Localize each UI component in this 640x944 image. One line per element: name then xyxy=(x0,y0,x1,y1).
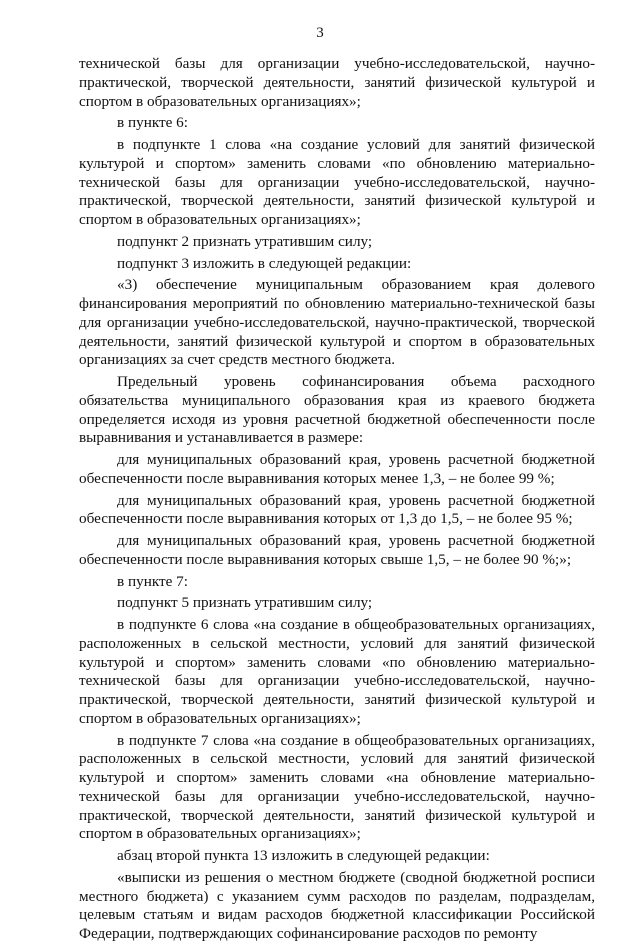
paragraph-subitem-3-intro: подпункт 3 изложить в следующей редакции: xyxy=(117,254,412,272)
paragraph-subitem-1: в подпункте 1 слова «на создание условий для занятий физической культурой и спортом» заменить словами «по обновлению материально-технической базы для организации учебно-исследовательской, научно-практической, творческой деятельности, занятий физической культурой и спортом в образовательных организациях»; xyxy=(79,136,595,228)
paragraph-subitem-7: в подпункте 7 слова «на создание в общеобразовательных организациях, расположенных в сельской местности, условий для занятий физической культурой и спортом» заменить словами «на обновление материально-технической базы для организации учебно-исследовательской, научно-практической, творческой деятельности, занятий физической культурой и спортом в образовательных организациях»; xyxy=(79,731,595,843)
paragraph-item-13-intro: абзац второй пункта 13 изложить в следующей редакции: xyxy=(117,847,490,864)
paragraph-continuation: технической базы для организации учебно-исследовательской, научно-практической, творческой деятельности, занятий физической культурой и спортом в образовательных организациях»; xyxy=(79,55,595,110)
paragraph-level-1-3-to-1-5: для муниципальных образований края, уровень расчетной бюджетной обеспеченности после выравнивания которых от 1,3 до 1,5, – не более 95 %; xyxy=(79,491,595,528)
document-body xyxy=(79,55,595,944)
paragraph-level-under-1-3: для муниципальных образований края, уровень расчетной бюджетной обеспеченности после выравнивания которых менее 1,3, – не более 99 %; xyxy=(79,451,595,487)
paragraph-subitem-2: подпункт 2 признать утратившим силу; xyxy=(117,232,373,250)
paragraph-cofinancing-limit: Предельный уровень софинансирования объема расходного обязательства муниципального образования края из краевого бюджета определяется исходя из уровня расчетной бюджетной обеспеченности после выравнивания и устанавливается в размере: xyxy=(79,373,595,447)
paragraph-item-6: в пункте 6: xyxy=(117,114,188,132)
page-number: 3 xyxy=(316,25,324,41)
paragraph-subitem-3-text: «3) обеспечение муниципальным образованием края долевого финансирования мероприятий по обновлению материально-технической базы для организации учебно-исследовательской, научно-практической, творческой деятельности, занятий физической культурой и спортом в образовательных организациях за счет средств местного бюджета. xyxy=(79,276,595,369)
paragraph-item-13-text: «выписки из решения о местном бюджете (сводной бюджетной росписи местного бюджета) с указанием сумм расходов по разделам, подразделам, целевым статьям и видам расходов бюджетной классификации Российской Федерации, подтверждающих софинансирование расходов по ремонту xyxy=(79,868,595,942)
paragraph-item-7: в пункте 7: xyxy=(117,572,188,590)
paragraph-level-over-1-5: для муниципальных образований края, уровень расчетной бюджетной обеспеченности после выравнивания которых свыше 1,5, – не более 90 %;»; xyxy=(79,532,595,568)
paragraph-subitem-6: в подпункте 6 слова «на создание в общеобразовательных организациях, расположенных в сельской местности, условий для занятий физической культурой и спортом» заменить словами «по обновлению материально-технической базы для организации учебно-исследовательской, научно-практической, творческой деятельности, занятий физической культурой и спортом в образовательных организациях»; xyxy=(79,616,595,727)
paragraph-subitem-5: подпункт 5 признать утратившим силу; xyxy=(117,594,373,612)
